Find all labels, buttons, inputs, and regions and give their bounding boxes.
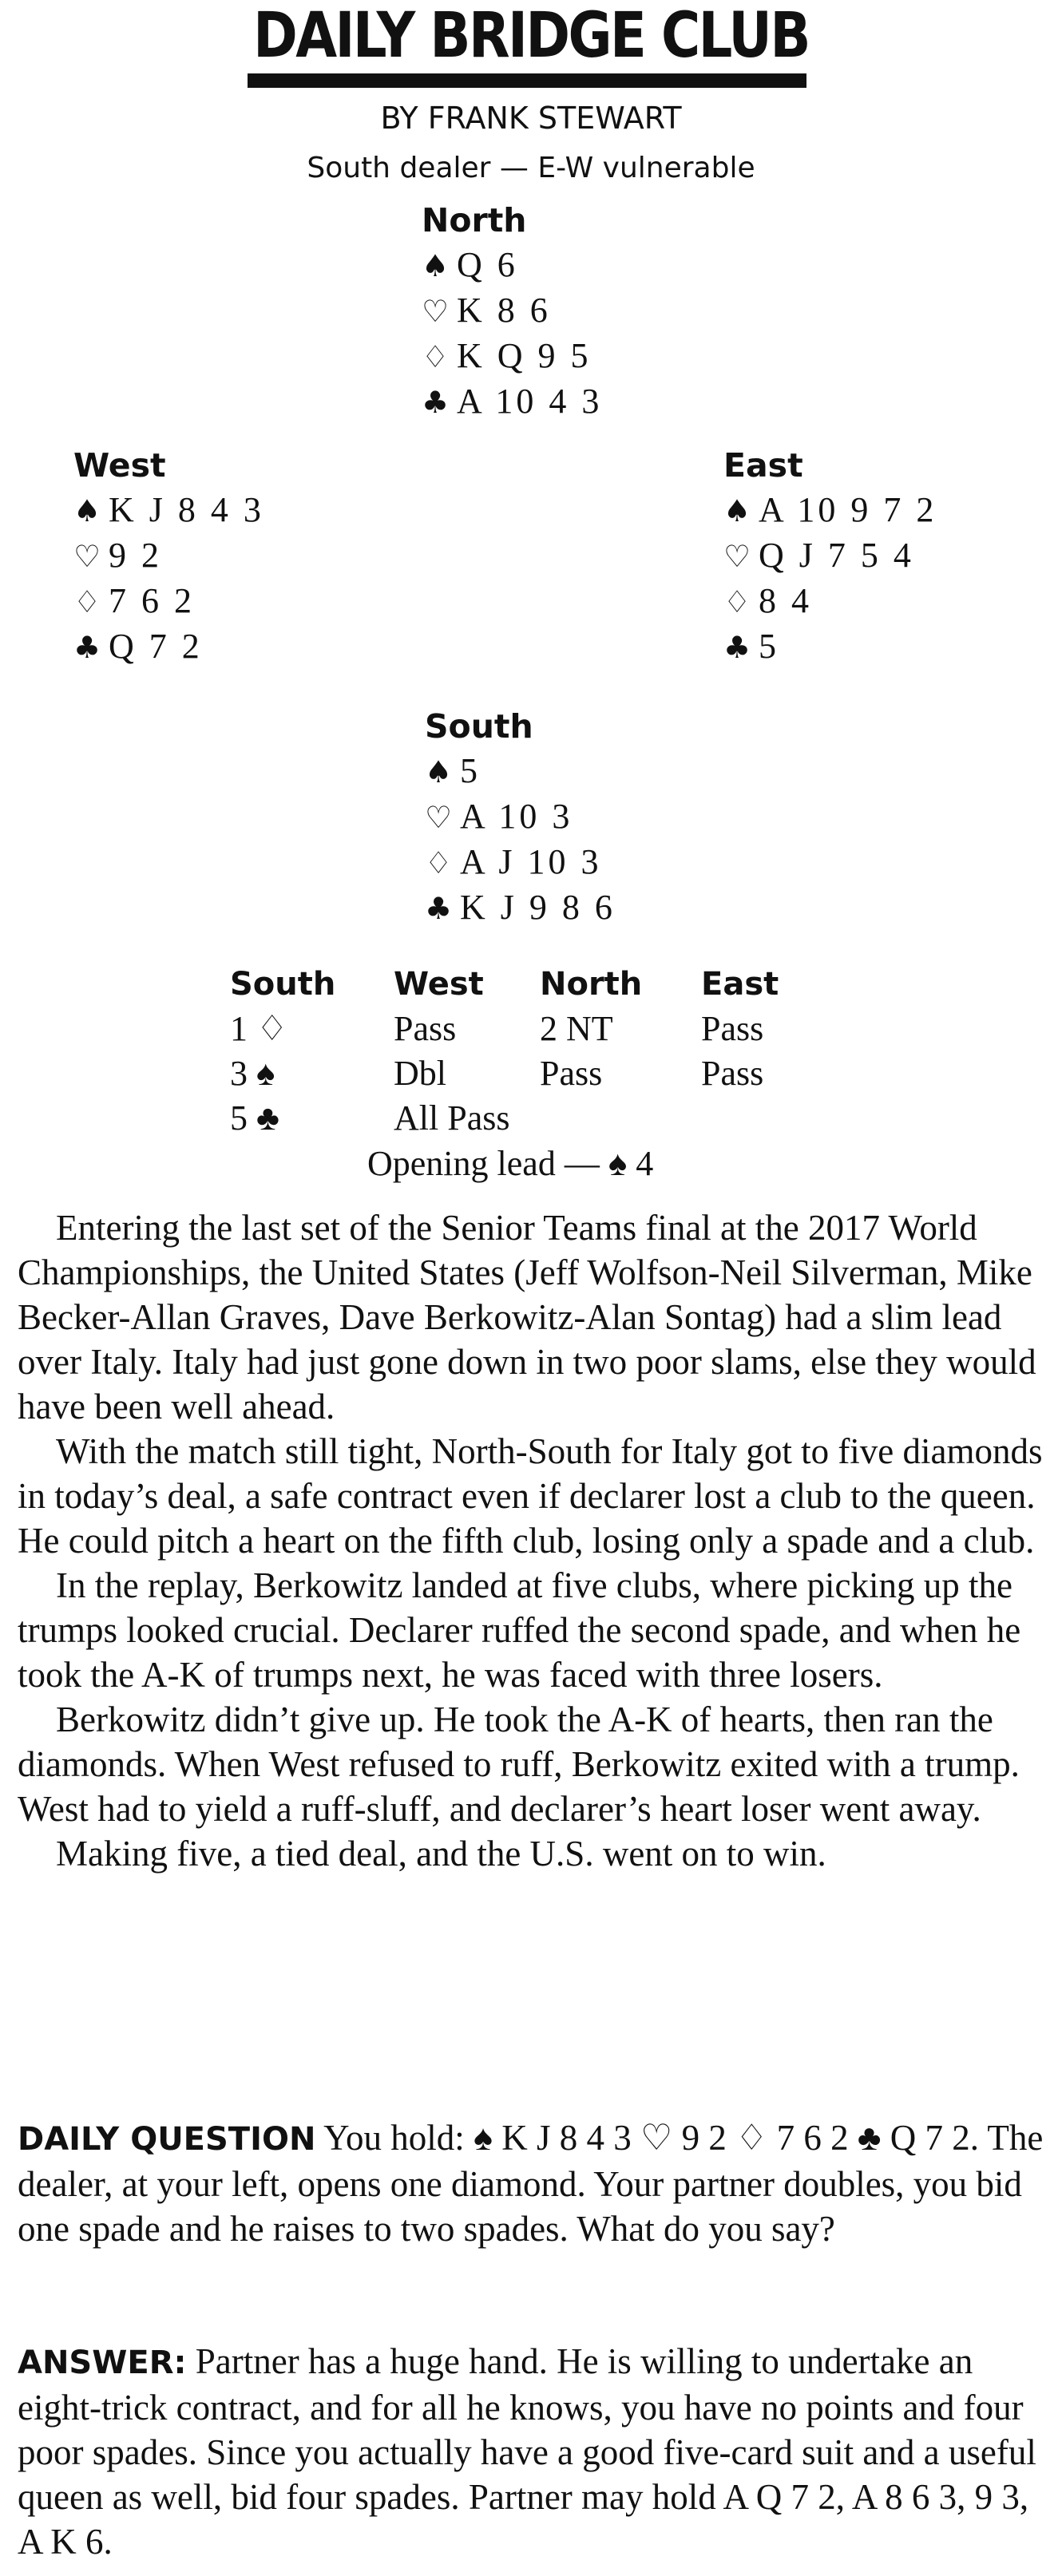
club-icon: ♣ [723,630,751,665]
west-clubs-cards: Q 7 2 [109,627,203,666]
north-clubs [422,379,602,425]
east-clubs [723,624,937,670]
south-diamonds-cards: A J 10 3 [460,842,602,881]
heart-icon: ♡ [73,539,101,574]
west-diamonds [73,579,264,624]
article-paragraph: In the replay, Berkowitz landed at five clubs, where picking up the trumps looked crucial. Declarer ruffed the second spade, and when he took the A-K of trumps next, he was faced with three losers. [18,1565,1021,1695]
diamond-icon: ♢ [723,584,751,619]
north-spades [422,243,602,288]
bid-cell: 1 ♢ [230,1009,288,1048]
bid-cell: 2 NT [540,1009,613,1048]
east-spades-cards: A 10 9 7 2 [759,490,937,529]
bid-cell: Pass [540,1054,603,1093]
club-icon: ♣ [422,385,450,420]
south-clubs-cards: K J 9 8 6 [460,888,616,927]
club-icon: ♣ [73,630,101,665]
south-spades-cards: 5 [460,751,481,790]
north-hearts [422,288,602,334]
dealer-line: South dealer — E-W vulnerable [307,152,755,184]
north-hand [422,198,602,425]
bid-cell: Pass [701,1054,764,1093]
bid-cell: 3 ♠ [230,1054,275,1093]
answer-text: Partner has a huge hand. He is willing to undertake an eight-trick contract, and for all he knows, you have no points and four poor spades. Since you actually have a good five-card suit and a useful queen as well, bid four spades. Partner may hold A Q 7 2, A 8 6 3, 9 3, A K 6. [18,2341,1036,2562]
west-spades-cards: K J 8 4 3 [109,490,264,529]
spade-icon: ♠ [425,754,453,789]
heart-icon: ♡ [425,800,453,835]
diamond-icon: ♢ [422,339,450,374]
article-paragraph: With the match still tight, North-South for Italy got to five diamonds in today’s deal, a safe contract even if declarer lost a club to the queen. He could pitch a heart on the fifth club, losing only a spade and a club. [18,1431,1043,1561]
bid-cell: Pass [701,1009,764,1048]
north-clubs-cards: A 10 4 3 [457,382,603,421]
heart-icon: ♡ [422,294,450,329]
west-hearts-cards: 9 2 [109,536,162,575]
south-hand [425,704,616,931]
answer-label: ANSWER: [18,2345,187,2381]
south-label: South [425,707,533,746]
south-hearts-cards: A 10 3 [460,797,573,836]
east-hand [723,443,937,670]
spade-icon: ♠ [422,248,450,283]
article-paragraph: Making five, a tied deal, and the U.S. went on to win. [56,1834,826,1874]
heart-icon: ♡ [723,539,751,574]
spade-icon: ♠ [73,493,101,528]
west-label: West [73,446,166,485]
byline: BY FRANK STEWART [380,101,682,136]
east-spades [723,488,937,533]
daily-question-text: You hold: ♠ K J 8 4 3 ♡ 9 2 ♢ 7 6 2 ♣ Q 7 2. The dealer, at your left, opens one diamond. Your partner doubles, you bid one spade and he raises to two spades. What do you say? [18,2118,1044,2249]
title-rule [248,73,806,88]
south-hearts [425,794,616,840]
answer [18,2339,1048,2564]
diamond-icon: ♢ [73,584,101,619]
bid-cell: All Pass [394,1098,510,1138]
daily-question-label: DAILY QUESTION [18,2121,316,2158]
south-clubs [425,885,616,931]
bid-cell: Dbl [394,1054,446,1093]
bid-header-south: South [230,966,336,1003]
opening-lead: Opening lead — ♠ 4 [367,1144,654,1183]
west-clubs [73,624,264,670]
club-icon: ♣ [425,891,453,926]
page-title: DAILY BRIDGE CLUB [253,0,809,72]
bid-cell: 5 ♣ [230,1098,279,1138]
bid-header-east: East [701,966,779,1003]
east-hearts [723,533,937,579]
east-clubs-cards: 5 [759,627,779,666]
north-hearts-cards: K 8 6 [457,291,551,330]
west-hearts [73,533,264,579]
diamond-icon: ♢ [425,845,453,880]
east-label: East [723,446,803,485]
east-hearts-cards: Q J 7 5 4 [759,536,914,575]
article-paragraph: Berkowitz didn’t give up. He took the A-K of hearts, then ran the diamonds. When West refused to ruff, Berkowitz exited with a trump. West had to yield a ruff-sluff, and declarer’s heart loser went away. [18,1700,1020,1829]
east-diamonds-cards: 8 4 [759,581,812,620]
west-hand [73,443,264,670]
east-diamonds [723,579,937,624]
article-body [18,1205,1048,1876]
north-spades-cards: Q 6 [457,245,518,284]
north-label: North [422,201,527,239]
bid-header-west: West [394,966,484,1003]
spade-icon: ♠ [723,493,751,528]
north-diamonds-cards: K Q 9 5 [457,336,592,375]
south-diamonds [425,840,616,885]
bid-header-north: North [540,966,643,1003]
south-spades [425,749,616,794]
bid-cell: Pass [394,1009,457,1048]
west-spades [73,488,264,533]
article-paragraph: Entering the last set of the Senior Teams final at the 2017 World Championships, the United States (Jeff Wolfson-Neil Silverman, Mike Becker-Allan Graves, Dave Berkowitz-Alan Sontag) had a slim lead over Italy. Italy had just gone down in two poor slams, else they would have been well ahead. [18,1208,1036,1426]
daily-question [18,2115,1048,2251]
west-diamonds-cards: 7 6 2 [109,581,195,620]
north-diamonds [422,334,602,379]
